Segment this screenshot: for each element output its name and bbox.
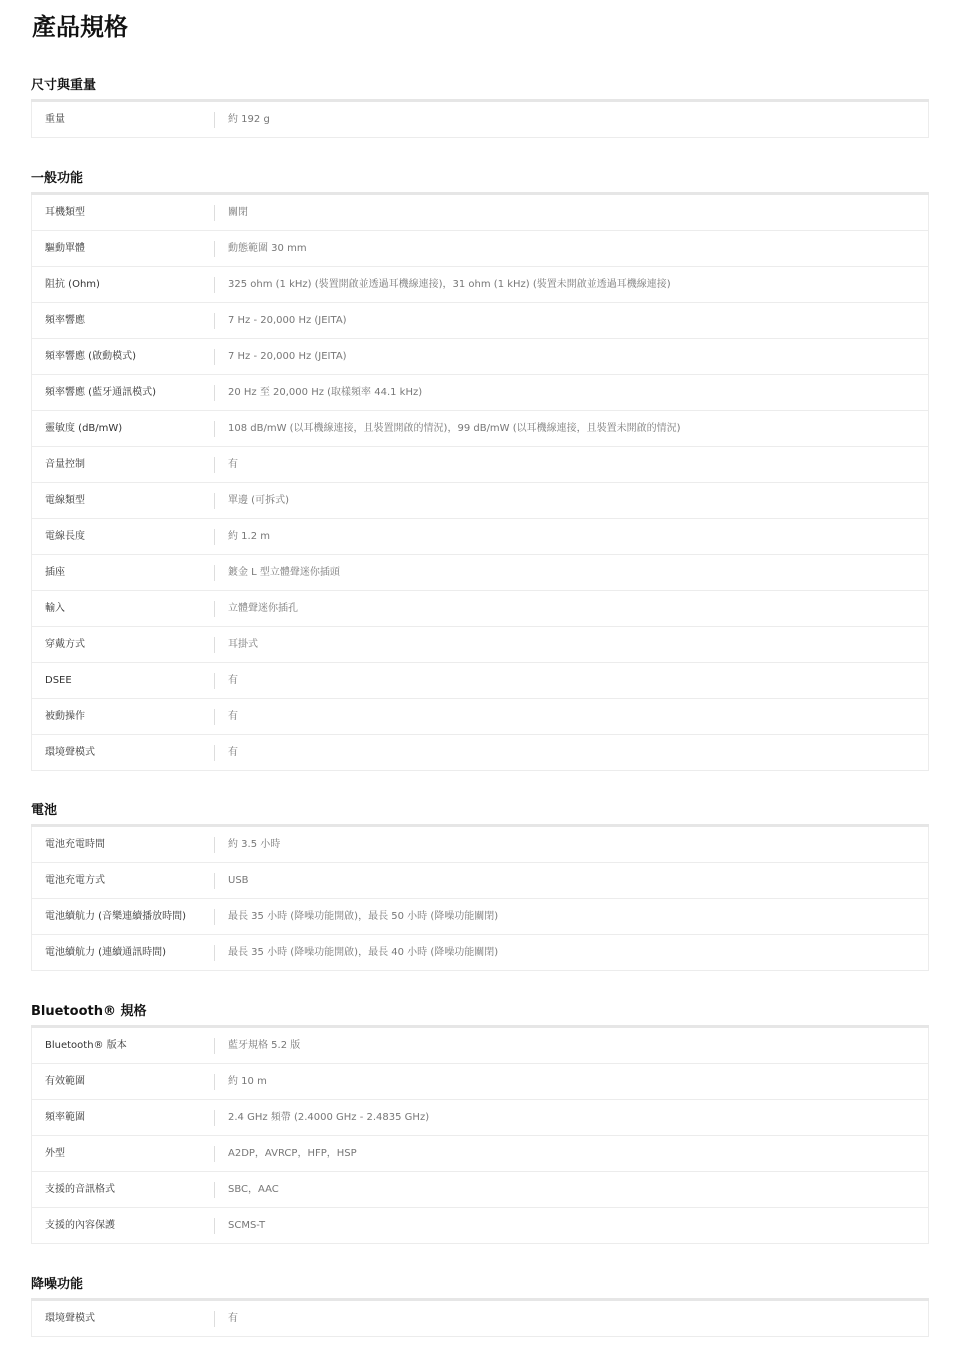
spec-label: 輸入 [45,603,65,614]
spec-value: 約 3.5 小時 [228,839,281,850]
spec-row [32,195,928,231]
spec-value: 耳掛式 [228,639,258,650]
spec-row [32,519,928,555]
spec-row [32,1064,928,1100]
spec-value: SBC，AAC [228,1184,279,1195]
spec-label: 靈敏度 (dB/mW) [45,423,123,434]
spec-value: 立體聲迷你插孔 [228,603,298,614]
spec-label: 頻率響應 (藍牙通訊模式) [45,387,156,398]
spec-row [32,555,928,591]
section-title: Bluetooth® 規格 [31,1004,147,1019]
spec-value: 約 1.2 m [228,531,271,542]
spec-row [32,102,928,138]
column-divider [214,241,215,257]
spec-label: Bluetooth® 版本 [45,1040,127,1051]
spec-label: 環境聲模式 [45,1313,95,1324]
column-divider [214,457,215,473]
section-size-weight [31,77,929,138]
column-divider [214,745,215,761]
spec-label: 支援的音訊格式 [45,1184,115,1195]
section-title: 尺寸與重量 [31,78,97,93]
spec-value: 有 [228,711,238,722]
section-noise-cancelling [31,1276,929,1337]
spec-label: DSEE [45,675,72,686]
column-divider [214,837,215,853]
spec-label: 頻率響應 [45,315,85,326]
spec-label: 耳機類型 [45,207,85,218]
spec-row [32,1172,928,1208]
spec-row [32,699,928,735]
column-divider [214,673,215,689]
spec-table [31,1301,929,1337]
spec-row [32,735,928,771]
column-divider [214,421,215,437]
spec-value: SCMS-T [228,1220,266,1231]
spec-value: 7 Hz - 20,000 Hz (JEITA) [228,351,347,362]
column-divider [214,945,215,961]
spec-label: 電線長度 [45,531,85,542]
spec-label: 插座 [45,567,65,578]
spec-value: USB [228,875,249,886]
column-divider [214,565,215,581]
spec-label: 音量控制 [45,459,85,470]
spec-label: 電池充電時間 [45,839,105,850]
spec-row [32,231,928,267]
spec-row [32,1100,928,1136]
column-divider [214,909,215,925]
spec-value: 關閉 [228,207,248,218]
spec-row [32,1028,928,1064]
spec-label: 頻率響應 (啟動模式) [45,351,136,362]
spec-table [31,827,929,971]
spec-label: 阻抗 (Ohm) [45,279,100,290]
section-title: 一般功能 [31,171,84,186]
spec-row [32,1301,928,1337]
spec-value: 有 [228,675,238,686]
spec-value: 藍牙規格 5.2 版 [228,1040,301,1051]
spec-label: 外型 [45,1148,65,1159]
spec-row [32,663,928,699]
spec-row [32,1136,928,1172]
page-title: 產品規格 [32,13,128,41]
column-divider [214,1038,215,1054]
spec-value: 2.4 GHz 頻帶 (2.4000 GHz - 2.4835 GHz) [228,1112,430,1123]
column-divider [214,873,215,889]
spec-value: 有 [228,747,238,758]
spec-table [31,102,929,138]
spec-label: 環境聲模式 [45,747,95,758]
column-divider [214,349,215,365]
spec-value: A2DP，AVRCP，HFP，HSP [228,1148,357,1159]
spec-value: 最長 35 小時 (降噪功能開啟)，最長 50 小時 (降噪功能關閉) [228,911,499,922]
column-divider [214,1146,215,1162]
column-divider [214,1074,215,1090]
spec-row [32,827,928,863]
spec-value: 約 10 m [228,1076,267,1087]
spec-value: 有 [228,459,238,470]
spec-row [32,339,928,375]
spec-value: 有 [228,1313,238,1324]
section-general-features [31,170,929,771]
spec-row [32,899,928,935]
spec-row [32,375,928,411]
spec-label: 驅動單體 [45,243,85,254]
column-divider [214,112,215,128]
column-divider [214,709,215,725]
spec-row [32,591,928,627]
section-title: 降噪功能 [31,1277,84,1292]
spec-value: 動態範圍 30 mm [228,243,307,254]
spec-row [32,1208,928,1244]
spec-label: 電池續航力 (連續通訊時間) [45,947,166,958]
spec-row [32,935,928,971]
column-divider [214,637,215,653]
column-divider [214,601,215,617]
spec-label: 頻率範圍 [45,1112,85,1123]
spec-value: 約 192 g [228,114,270,125]
spec-row [32,411,928,447]
column-divider [214,1218,215,1234]
spec-table [31,1028,929,1244]
spec-label: 穿戴方式 [45,639,85,650]
spec-value: 7 Hz - 20,000 Hz (JEITA) [228,315,347,326]
section-title: 電池 [31,803,58,818]
column-divider [214,385,215,401]
spec-label: 電池續航力 (音樂連續播放時間) [45,911,186,922]
spec-row [32,627,928,663]
spec-value: 325 ohm (1 kHz) (裝置開啟並透過耳機線連接)，31 ohm (1 kHz) (裝置未開啟並透過耳機線連接) [228,279,671,290]
section-bluetooth-specs [31,1003,929,1244]
spec-label: 有效範圍 [45,1076,85,1087]
spec-label: 被動操作 [45,711,85,722]
spec-row [32,447,928,483]
spec-label: 電池充電方式 [45,875,105,886]
spec-value: 108 dB/mW (以耳機線連接，且裝置開啟的情況)，99 dB/mW (以耳機線連接，且裝置未開啟的情況) [228,423,681,434]
column-divider [214,313,215,329]
column-divider [214,1110,215,1126]
spec-row [32,863,928,899]
spec-row [32,303,928,339]
column-divider [214,277,215,293]
spec-row [32,267,928,303]
column-divider [214,205,215,221]
column-divider [214,1182,215,1198]
spec-table [31,195,929,771]
spec-value: 單邊 (可拆式) [228,495,289,506]
spec-label: 重量 [45,114,65,125]
spec-value: 20 Hz 至 20,000 Hz (取樣頻率 44.1 kHz) [228,387,423,398]
column-divider [214,493,215,509]
spec-label: 支援的內容保護 [45,1220,115,1231]
section-battery [31,802,929,971]
column-divider [214,529,215,545]
spec-value: 最長 35 小時 (降噪功能開啟)，最長 40 小時 (降噪功能關閉) [228,947,499,958]
spec-row [32,483,928,519]
spec-value: 鍍金 L 型立體聲迷你插頭 [228,567,340,578]
spec-label: 電線類型 [45,495,85,506]
column-divider [214,1311,215,1327]
